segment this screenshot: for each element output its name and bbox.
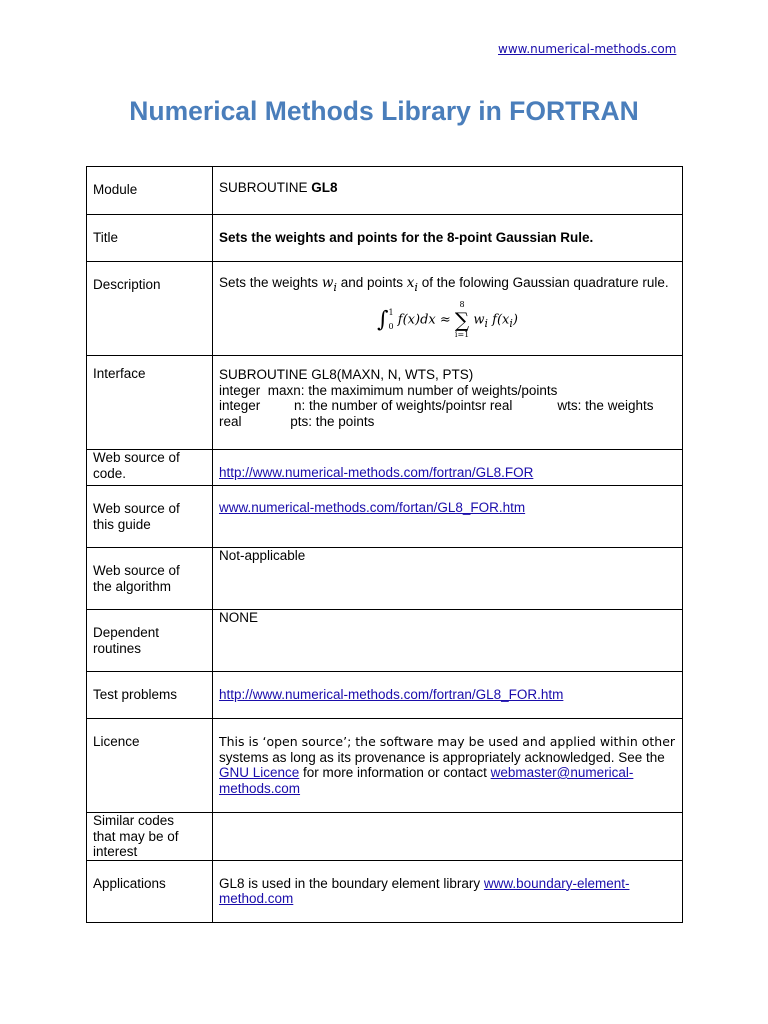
row-web-source-guide bbox=[87, 486, 683, 548]
web-source-guide-label: Web source of this guide bbox=[87, 486, 213, 548]
dependent-label: Dependent routines bbox=[87, 610, 213, 672]
web-source-algorithm-value: Not-applicable bbox=[213, 548, 683, 610]
similar-label: Similar codes that may be of interest bbox=[87, 813, 213, 861]
page-title: Numerical Methods Library in FORTRAN bbox=[129, 96, 639, 126]
spec-table bbox=[86, 166, 683, 923]
row-title bbox=[87, 215, 683, 262]
similar-value bbox=[213, 813, 683, 861]
interface-line: SUBROUTINE GL8(MAXN, N, WTS, PTS) bbox=[219, 367, 474, 382]
web-source-algorithm-label: Web source of the algorithm bbox=[87, 548, 213, 610]
applications-text: GL8 is used in the boundary element library bbox=[219, 875, 484, 891]
web-source-code-label: Web source of code. bbox=[87, 450, 213, 486]
quadrature-formula: ∫ 1 0 f(x)dx ≈ 8 ∑ i=1 $w_i$ $f(x_i)$ bbox=[377, 300, 518, 340]
interface-line: integer n: the number of weights/pointsr bbox=[219, 398, 487, 413]
title-label: Title bbox=[87, 215, 213, 262]
applications-label: Applications bbox=[87, 860, 213, 922]
description-value bbox=[213, 262, 683, 356]
description-label: Description bbox=[87, 262, 213, 356]
licence-line: systems as long as its provenance is appropriately acknowledged. bbox=[219, 749, 615, 765]
web-source-code-value bbox=[213, 450, 683, 486]
row-web-source-algorithm bbox=[87, 548, 683, 610]
interface-label: Interface bbox=[87, 356, 213, 450]
title-value: Sets the weights and points for the 8-point Gaussian Rule. bbox=[213, 215, 683, 262]
licence-label: Licence bbox=[87, 719, 213, 813]
description-text: Sets the weights $w_i$ and points $x_i$ of the folowing Gaussian quadrature rule. bbox=[219, 275, 669, 294]
row-similar bbox=[87, 813, 683, 861]
module-name: GL8 bbox=[311, 180, 338, 195]
row-applications bbox=[87, 860, 683, 922]
interface-line: real wts: the weights bbox=[489, 398, 654, 413]
module-label: Module bbox=[87, 167, 213, 215]
guide-link[interactable]: www.numerical-methods.com/fortan/GL8_FOR.htm bbox=[219, 500, 526, 515]
source-code-link[interactable]: http://www.numerical-methods.com/fortran/GL8.FOR bbox=[219, 465, 534, 480]
module-value bbox=[213, 167, 683, 215]
dependent-value: NONE bbox=[213, 610, 683, 672]
licence-line: This is ‘open source’; the software may be used and applied within other bbox=[219, 734, 676, 749]
test-problems-link[interactable]: http://www.numerical-methods.com/fortran/GL8_FOR.htm bbox=[219, 687, 564, 702]
gnu-licence-link[interactable]: GNU Licence bbox=[219, 765, 300, 780]
email-link[interactable]: webmaster@numerical-methods.com bbox=[219, 765, 634, 796]
licence-see-line: See the GNU Licence for more information or contact bbox=[219, 749, 665, 780]
interface-line: integer maxn: the maximimum number of weights/points bbox=[219, 382, 558, 398]
test-problems-label: Test problems bbox=[87, 672, 213, 719]
licence-value bbox=[213, 719, 683, 813]
web-source-guide-value bbox=[213, 486, 683, 548]
site-link[interactable]: www.numerical-methods.com bbox=[498, 42, 677, 56]
module-prefix: SUBROUTINE bbox=[219, 180, 312, 195]
interface-value bbox=[213, 356, 683, 450]
row-test-problems bbox=[87, 672, 683, 719]
bem-link-cont[interactable]: method.com bbox=[219, 891, 294, 906]
row-module bbox=[87, 167, 683, 215]
applications-value bbox=[213, 860, 683, 922]
row-interface bbox=[87, 356, 683, 450]
bem-link[interactable]: www.boundary-element- bbox=[483, 875, 630, 891]
integral-sign: ∫ bbox=[377, 307, 389, 333]
row-licence bbox=[87, 719, 683, 813]
sum-sign: ∑ bbox=[454, 308, 470, 333]
interface-line: real pts: the points bbox=[219, 413, 375, 429]
test-problems-value bbox=[213, 672, 683, 719]
row-web-source-code bbox=[87, 450, 683, 486]
row-description bbox=[87, 262, 683, 356]
row-dependent bbox=[87, 610, 683, 672]
